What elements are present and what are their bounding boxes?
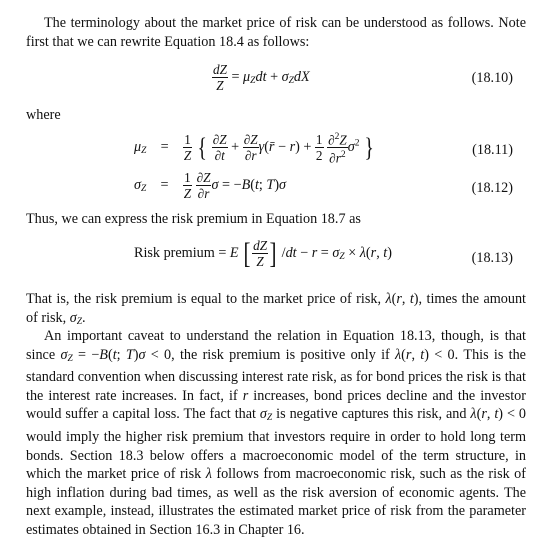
equation-number-18-10: (18.10) <box>471 70 513 86</box>
intro-paragraph: The terminology about the market price of risk can be understood as follows. Note first that we can rewrite Equation 18.4 as follows: <box>26 15 526 50</box>
that-is-paragraph: That is, the risk premium is equal to the market price of risk, λ(r, t), times the amount of risk, $\sigma_Z$. <box>26 291 526 327</box>
equation-18-11: $\mu_Z$ = $\frac{1}{Z}$ { $\frac{\partial Z}{\partial t}$ + $\frac{\partial Z}{\partial r}$ γ(r̄ − r) + $\frac{1}{2}$ $\frac{\partial^2Z}{\partial r^2}$ $\sigma^2$ } <box>134 132 374 166</box>
risk-premium-label: Risk premium <box>134 244 215 261</box>
equation-18-13: Risk premium = E [ $\frac{dZ}{Z}$ ] $/dt - r = \sigma_Z \times \lambda(r$, t) <box>134 236 392 270</box>
equation-18-12: $\sigma_Z$ = $\frac{1}{Z}$ $\frac{\partial Z}{\partial r}$ σ = −B(t; T)σ <box>134 170 287 201</box>
where-text: where <box>26 107 61 123</box>
equation-number-18-13: (18.13) <box>471 250 513 266</box>
thus-paragraph: Thus, we can express the risk premium in Equation 18.7 as <box>26 211 361 227</box>
caveat-paragraph: An important caveat to understand the relation in Equation 18.13, though, is that since $\sigma_Z = -B(t$; T)σ < 0, the risk premium is positive only if λ(r, t) < 0. This is the standard convention when discussing interest rate risk, as for bond prices the risk is that the interest rate increases. In fact, if r increases, bond prices decline and the investor would suffer a capital loss. The fact that $\sigma_Z$ is negative captures this risk, and λ(r, t) < 0 would imply the higher risk premium that investors require in order to hold long term bonds. Section 18.3 below offers a macroeconomic model of the term structure, in which the market price of risk λ follows from macroeconomic risk, such as the risk of high inflation during bad times, as well as the risk aversion of economic agents. The next example, instead, illustrates the estimated market price of risk from the parameter estimates obtained in Section 16.3 in Chapter 16. <box>26 328 527 538</box>
equation-number-18-11: (18.11) <box>472 142 513 158</box>
equation-number-18-12: (18.12) <box>471 180 513 196</box>
equation-18-10: $\frac{dZ}{Z}$ = $\mu_Zdt + \sigma_ZdX$ <box>213 62 310 93</box>
